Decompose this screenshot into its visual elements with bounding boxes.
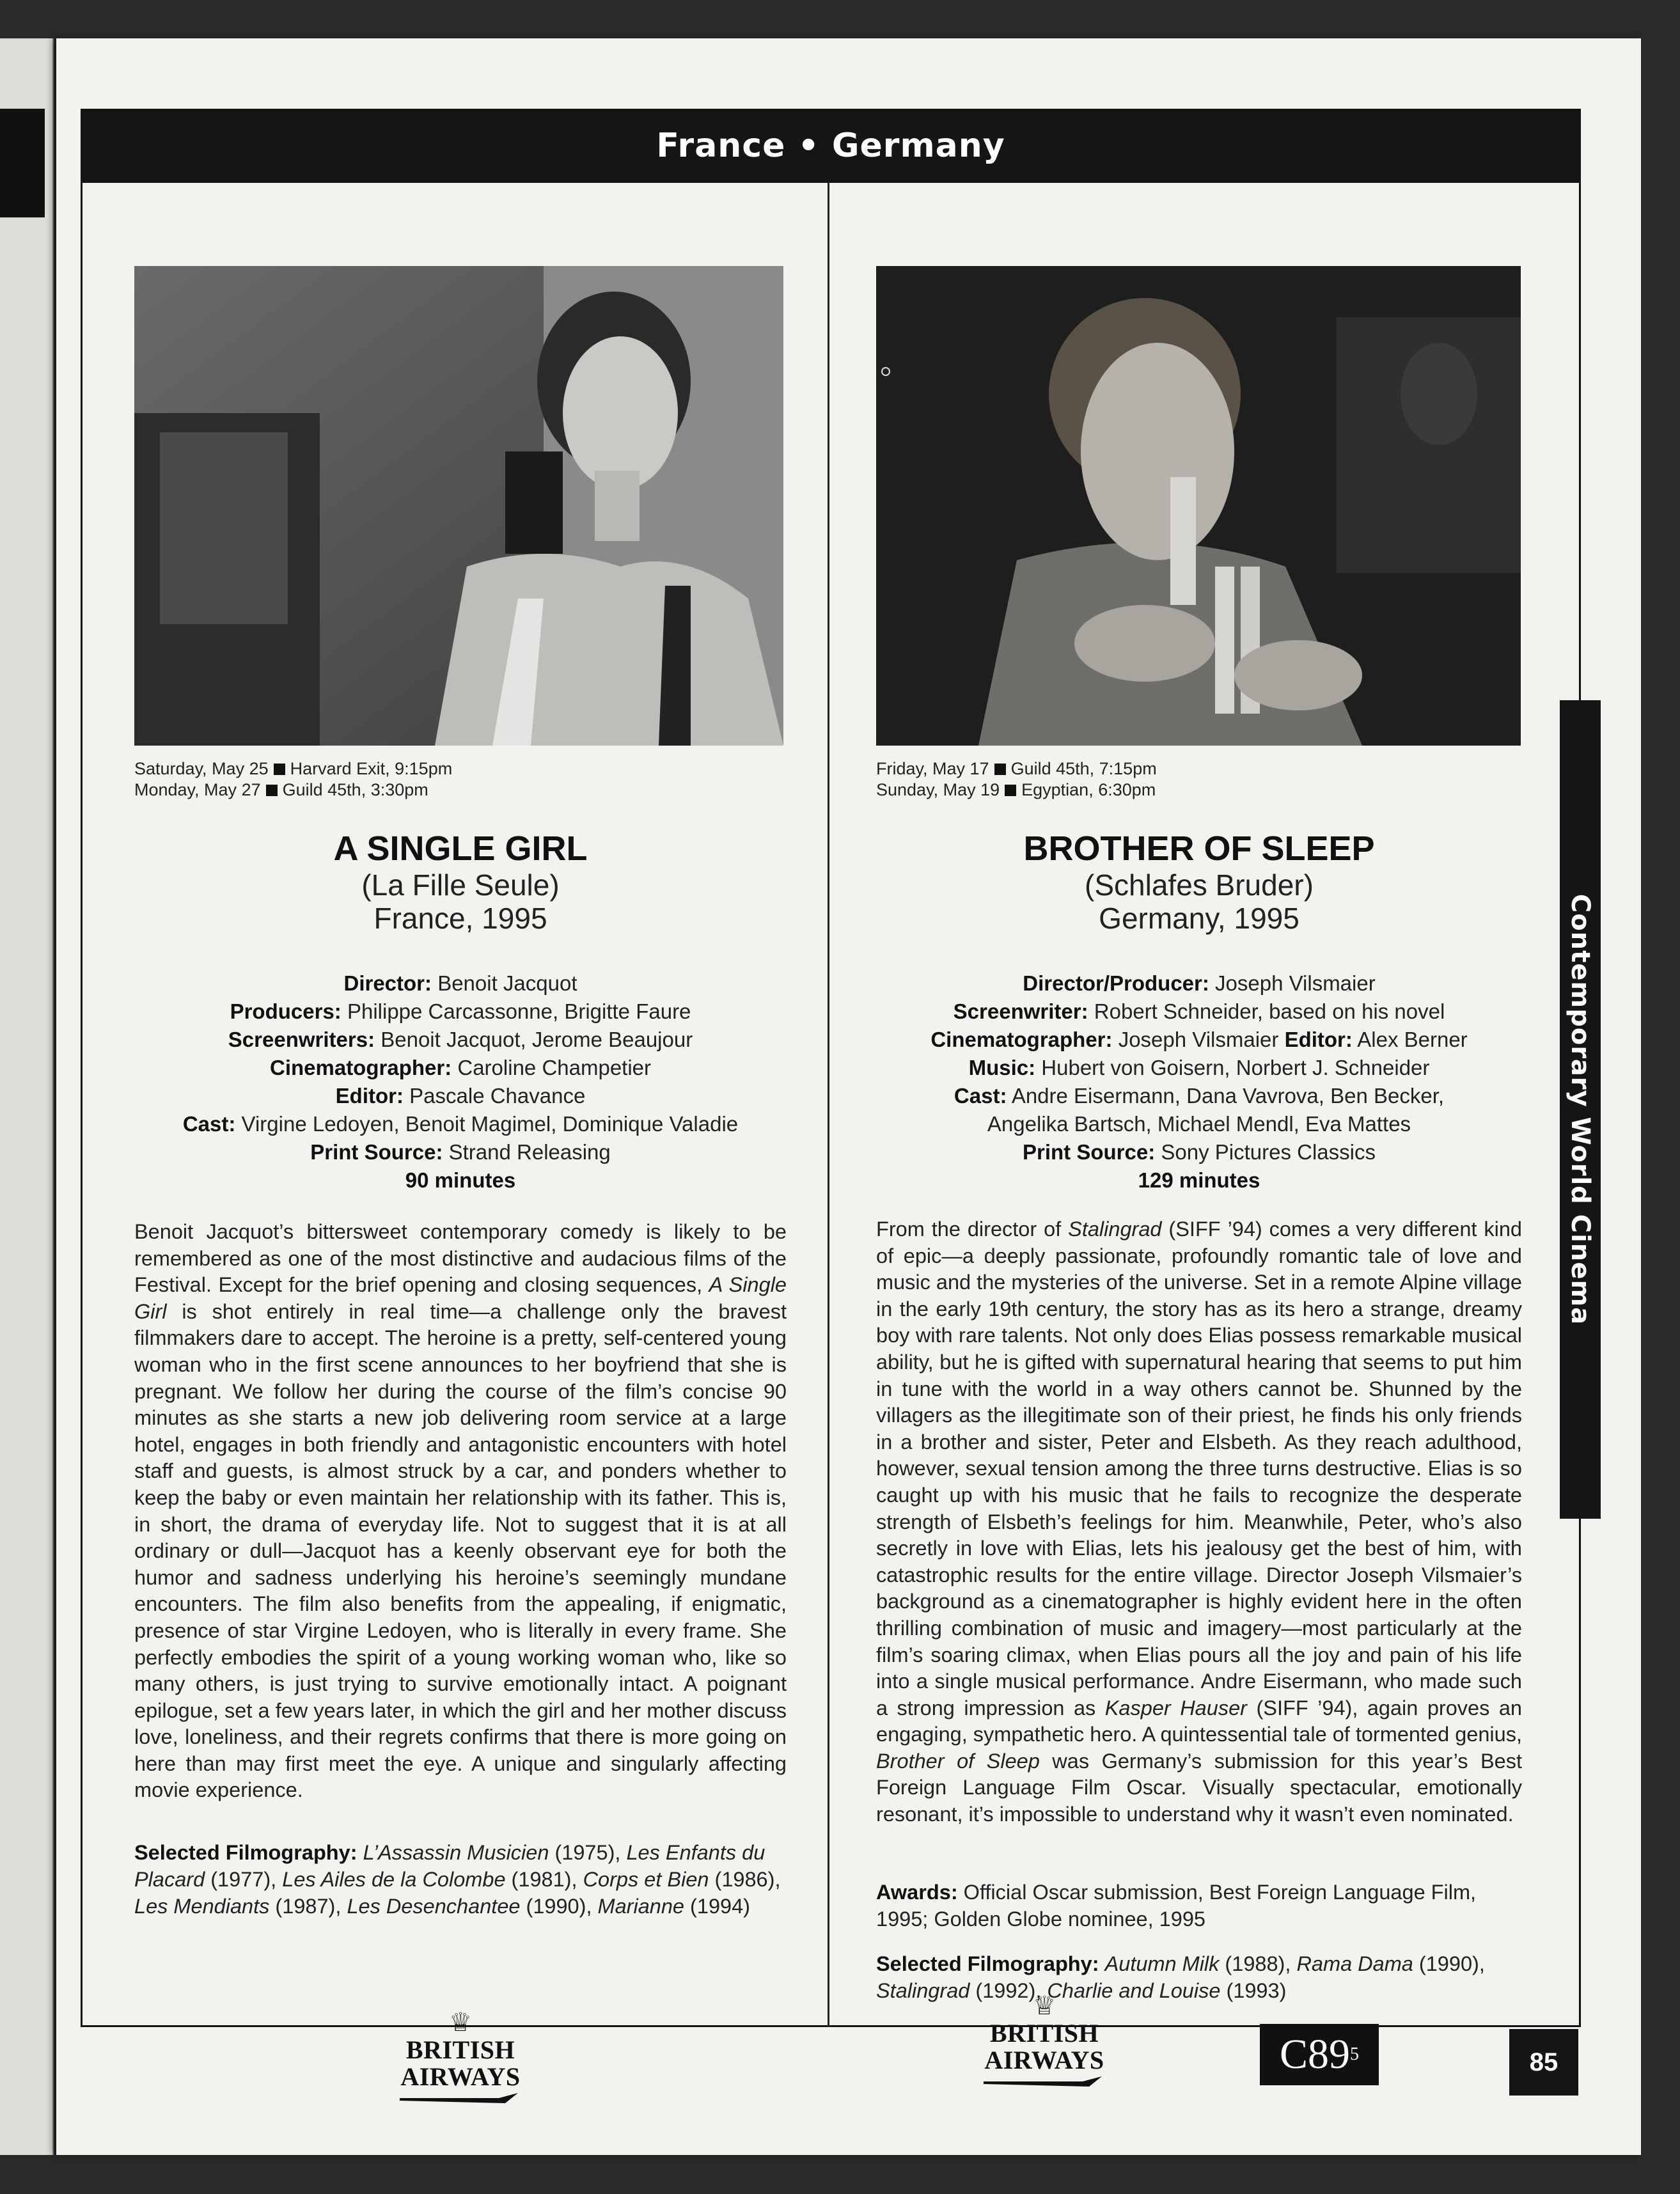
credit-line: Print Source: Strand Releasing [310, 1140, 611, 1164]
page [56, 38, 1641, 2155]
film-still-image [134, 266, 783, 746]
credit-line: Angelika Bartsch, Michael Mendl, Eva Mattes [987, 1112, 1411, 1136]
british-airways-logo: ♕ BRITISH AIRWAYS [971, 1992, 1118, 2088]
screening-row [134, 758, 787, 780]
awards-right: Awards: Official Oscar submission, Best Foreign Language Film, 1995; Golden Globe nominee, 1995 [876, 1881, 1477, 1931]
screening-date: Sunday, May 19 [876, 780, 1000, 799]
synopsis-right: From the director of Stalingrad (SIFF ’94) comes a very different kind of epic—a deeply passionate, profoundly romantic tale of love and music and the mysteries of the universe. Set in a remote Alpine village in the early 19th century, the story has as its hero a strange, dreamy boy with rare talents. Not only does Elias possess remarkable musical ability, but he is gifted with supernatural hearing that seems to put him in tune with the world in a way others cannot be. Shunned by the villagers as the illegitimate son of their priest, he finds his only friends in a brother and sister, Peter and Elsbeth. As they reach adulthood, however, sexual tension among the three turns destructive. Elias is so caught up with his music that he fails to recognize the desperate strength of Elsbeth’s feelings for him. Meanwhile, Peter, who’s also secretly in love with Elias, lets his jealousy get the best of him, with catastrophic results for the entire village. Director Joseph Vilsmaier’s background as a cinematographer is highly evident here in the often thrilling combination of music and imagery—most particularly at the film’s soaring climax, when Elias pours all the joy and pain of his life into a single musical performance. Andre Eisermann, who made such a strong impression as Kasper Hauser (SIFF ’94), again proves an engaging, sympathetic hero. A quintessential tale of tormented genius, Brother of Sleep was Germany’s submission for this year’s Best Foreign Language Film Oscar. Visually spectacular, emotionally resonant, it’s impossible to understand why it wasn’t even nominated. [876, 1218, 1522, 1826]
film-country-year: France, 1995 [373, 902, 547, 935]
film-title-block-left [134, 829, 787, 935]
credit-line: Director/Producer: Joseph Vilsmaier [1023, 971, 1376, 995]
film-still-right [876, 266, 1521, 746]
bullet-square-icon [266, 785, 278, 796]
section-side-tab [1560, 700, 1601, 1519]
credit-line: Editor: Pascale Chavance [335, 1084, 586, 1108]
screening-row [876, 758, 1522, 780]
swoosh-icon [980, 2075, 1108, 2088]
credit-line: Producers: Philippe Carcassonne, Brigitte Faure [230, 999, 691, 1023]
synopsis-left: Benoit Jacquot’s bittersweet contemporary comedy is likely to be remembered as one of the most distinctive and audacious films of the Festival. Except for the brief opening and closing sequences, A Single Girl is shot entirely in real time—a challenge only the bravest filmmakers dare to accept. The heroine is a pretty, self-centered young woman who in the first scene announces to her boyfriend that she is pregnant. We follow her during the course of the film’s concise 90 minutes as she starts a new job delivering room service at a large hotel, engages in both friendly and antagonistic encounters with hotel staff and guests, is almost struck by a car, and ponders whether to keep the baby or even maintain her relationship with its father. This is, in short, the drama of everyday life. Not to suggest that it is at all ordinary or dull—Jacquot has a keenly observant eye for both the humor and sadness underlying his heroine’s seemingly mundane encounters. The film also benefits from the appealing, if enigmatic, presence of star Virgine Ledoyen, who is literally in every frame. She perfectly embodies the spirit of a young working woman who, like so many others, is just trying to survive emotionally intact. A poignant epilogue, set a few years later, in which the girl and her mother discuss love, loneliness, and their regrets confirms that there is more going on here than may first meet the eye. A unique and singularly affecting movie experience. [134, 1220, 787, 1802]
film-title-block-right [876, 829, 1522, 935]
film-original-title: (La Fille Seule) [361, 868, 560, 902]
filmography-left: Selected Filmography: L’Assassin Musicien (1975), Les Enfants du Placard (1977), Les Ailes de la Colombe (1981), Corps et Bien (1986), Les Mendiants (1987), Les Desenchantee (1990), Marianne (1994) [134, 1841, 781, 1918]
credits-right [876, 969, 1522, 1195]
film-still-image [876, 266, 1521, 746]
crest-icon: ♕ [1033, 1991, 1056, 2020]
credits-left [134, 969, 787, 1195]
credit-line: Cast: Andre Eisermann, Dana Vavrova, Ben Becker, [954, 1084, 1445, 1108]
previous-page-edge [0, 38, 54, 2155]
credit-line: Screenwriters: Benoit Jacquot, Jerome Beaujour [228, 1028, 693, 1051]
runtime: 90 minutes [405, 1168, 516, 1192]
screening-date: Monday, May 27 [134, 780, 261, 799]
screening-times-left [134, 758, 787, 801]
film-original-title: (Schlafes Bruder) [1085, 868, 1314, 902]
credit-line: Cinematographer: Joseph Vilsmaier Editor: Alex Berner [930, 1028, 1468, 1051]
screening-row [134, 780, 787, 801]
previous-page-band [0, 109, 45, 217]
screening-venue: Egyptian, 6:30pm [1021, 780, 1156, 799]
credit-line: Cast: Virgine Ledoyen, Benoit Magimel, Dominique Valadie [182, 1112, 739, 1136]
credit-line: Director: Benoit Jacquot [343, 971, 577, 995]
section-title: France • Germany [656, 127, 1005, 165]
credit-line: Cinematographer: Caroline Champetier [269, 1056, 652, 1079]
film-title: A SINGLE GIRL [333, 829, 588, 868]
section-header [81, 109, 1581, 183]
page-number: 85 [1509, 2029, 1578, 2096]
screening-date: Friday, May 17 [876, 759, 989, 778]
bullet-square-icon [994, 764, 1006, 775]
credit-line: Screenwriter: Robert Schneider, based on his novel [953, 999, 1445, 1023]
c89-radio-logo: C89 5 [1260, 2024, 1379, 2085]
british-airways-logo: ♕ BRITISH AIRWAYS [387, 2009, 534, 2104]
film-still-left [134, 266, 783, 746]
screening-venue: Guild 45th, 7:15pm [1010, 759, 1157, 778]
crest-icon: ♕ [449, 2008, 472, 2037]
section-side-label: Contemporary World Cinema [1566, 893, 1595, 1326]
runtime: 129 minutes [1138, 1168, 1260, 1192]
film-country-year: Germany, 1995 [1099, 902, 1299, 935]
screening-times-right [876, 758, 1522, 801]
bullet-square-icon [274, 764, 285, 775]
bullet-square-icon [1005, 785, 1016, 796]
screening-row [876, 780, 1522, 801]
film-title: BROTHER OF SLEEP [1023, 829, 1375, 868]
filmography-right: Selected Filmography: Autumn Milk (1988), Rama Dama (1990), Stalingrad (1992), Charlie and Louise (1993) [876, 1952, 1485, 2002]
credit-line: Music: Hubert von Goisern, Norbert J. Schneider [968, 1056, 1430, 1079]
screening-venue: Harvard Exit, 9:15pm [290, 759, 453, 778]
screening-venue: Guild 45th, 3:30pm [282, 780, 428, 799]
column-divider [828, 183, 829, 2027]
credit-line: Print Source: Sony Pictures Classics [1023, 1140, 1376, 1164]
swoosh-icon [396, 2092, 524, 2104]
screening-date: Saturday, May 25 [134, 759, 269, 778]
